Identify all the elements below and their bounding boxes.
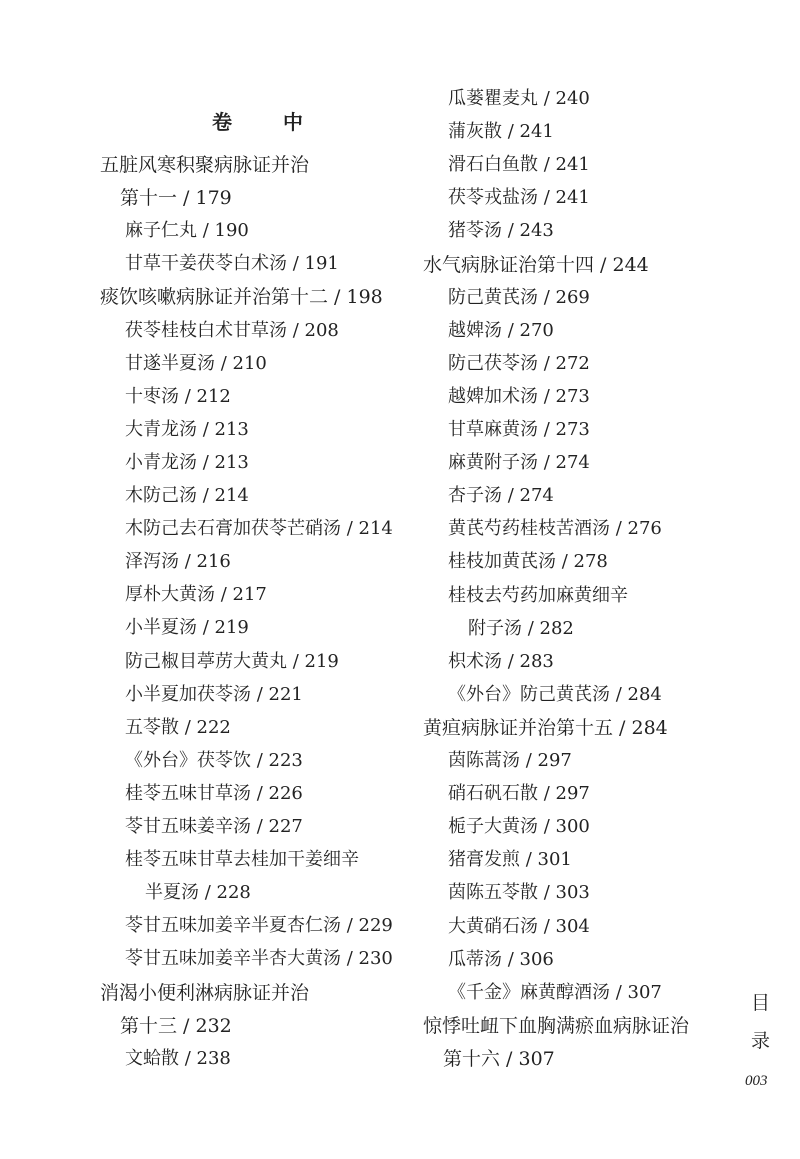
toc-chapter-line: 五脏风寒积聚病脉证并治 [100,154,310,176]
toc-entry-line: 苓甘五味姜辛汤 / 227 [125,816,303,837]
toc-chapter-line: 第十一 / 179 [120,187,232,210]
toc-entry-line: 硝石矾石散 / 297 [448,783,590,805]
toc-entry-line: 苓甘五味加姜辛半夏杏仁汤 / 229 [125,915,393,937]
toc-entry-line: 茵陈五苓散 / 303 [448,882,590,904]
toc-entry-line: 防己椒目葶苈大黄丸 / 219 [125,650,339,672]
toc-entry-line: 越婢加术汤 / 273 [448,385,590,407]
toc-chapter-line: 第十三 / 232 [120,1014,232,1037]
toc-entry-line: 大黄硝石汤 / 304 [448,915,590,937]
toc-entry-line: 小半夏汤 / 219 [125,617,249,639]
toc-entry-line: 木防己去石膏加茯苓芒硝汤 / 214 [125,518,393,540]
toc-entry-line: 附子汤 / 282 [468,617,574,639]
page-number: 003 [745,1073,768,1089]
toc-entry-line: 《外台》防己黄芪汤 / 284 [448,683,662,705]
toc-entry-line: 滑石白鱼散 / 241 [448,154,590,176]
toc-chapter-line: 第十六 / 307 [443,1047,555,1070]
toc-entry-line: 杏子汤 / 274 [448,485,554,507]
toc-entry-line: 甘草干姜茯苓白术汤 / 191 [125,253,339,275]
toc-entry-line: 桂苓五味甘草去桂加干姜细辛 [125,849,359,871]
toc-entry-line: 茯苓戎盐汤 / 241 [448,187,590,209]
toc-entry-line: 茯苓桂枝白术甘草汤 / 208 [125,319,339,341]
toc-entry-line: 蒲灰散 / 241 [448,121,554,143]
toc-entry-line: 《外台》茯苓饮 / 223 [125,749,303,771]
toc-entry-line: 防己黄芪汤 / 269 [448,286,590,308]
toc-entry-line: 麻子仁丸 / 190 [125,220,249,242]
toc-entry-line: 越婢汤 / 270 [448,319,554,341]
toc-entry-line: 桂枝去芍药加麻黄细辛 [448,584,628,606]
toc-entry-line: 猪苓汤 / 243 [448,220,554,242]
toc-entry-line: 文蛤散 / 238 [125,1047,231,1069]
side-label-mu: 目 [751,992,771,1014]
toc-entry-line: 五苓散 / 222 [125,716,231,738]
toc-entry-line: 瓜蒌瞿麦丸 / 240 [448,88,590,109]
toc-entry-line: 瓜蒂汤 / 306 [448,948,554,970]
toc-chapter-line: 消渴小便利淋病脉证并治 [100,981,310,1004]
toc-entry-line: 麻黄附子汤 / 274 [448,452,590,474]
toc-entry-line: 半夏汤 / 228 [145,882,251,904]
toc-entry-line: 泽泻汤 / 216 [125,551,231,573]
toc-entry-line: 小青龙汤 / 213 [125,451,249,473]
toc-entry-line: 苓甘五味加姜辛半杏大黄汤 / 230 [125,948,393,970]
toc-entry-line: 桂苓五味甘草汤 / 226 [125,782,303,804]
toc-entry-line: 甘遂半夏汤 / 210 [125,352,267,374]
toc-entry-line: 十枣汤 / 212 [125,385,231,407]
toc-chapter-line: 水气病脉证治第十四 / 244 [423,253,649,276]
toc-entry-line: 甘草麻黄汤 / 273 [448,419,590,440]
toc-chapter-line: 痰饮咳嗽病脉证并治第十二 / 198 [100,286,383,309]
section-heading: 卷 中 [212,110,325,134]
toc-entry-line: 木防己汤 / 214 [125,485,249,506]
toc-entry-line: 枳术汤 / 283 [448,650,554,672]
toc-entry-line: 茵陈蒿汤 / 297 [448,750,572,771]
side-label-lu: 录 [751,1030,771,1052]
toc-chapter-line: 惊悸吐衄下血胸满瘀血病脉证治 [423,1014,690,1037]
toc-entry-line: 栀子大黄汤 / 300 [448,816,590,838]
toc-entry-line: 猪膏发煎 / 301 [448,849,572,871]
toc-entry-line: 桂枝加黄芪汤 / 278 [448,551,608,573]
toc-entry-line: 《千金》麻黄醇酒汤 / 307 [448,981,662,1003]
toc-entry-line: 大青龙汤 / 213 [125,418,249,440]
toc-chapter-line: 黄疸病脉证并治第十五 / 284 [423,716,668,739]
toc-entry-line: 黄芪芍药桂枝苦酒汤 / 276 [448,518,662,540]
toc-entry-line: 厚朴大黄汤 / 217 [125,584,267,606]
toc-entry-line: 小半夏加茯苓汤 / 221 [125,683,303,705]
toc-entry-line: 防己茯苓汤 / 272 [448,352,590,374]
